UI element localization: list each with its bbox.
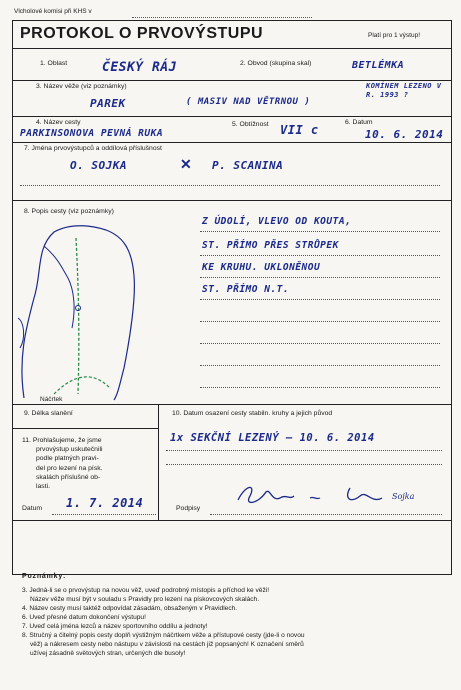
row-divider-2 — [12, 116, 452, 117]
row-divider-4 — [12, 200, 452, 201]
prvovystupce-2: P. SCANINA — [212, 159, 284, 172]
oblast-value: ČESKÝ RÁJ — [102, 60, 177, 75]
cross-mark: ✕ — [180, 156, 192, 172]
page-title: PROTOKOL O PRVOVÝSTUPU — [20, 25, 264, 42]
prohlaseni-line-3: podle platných pravi- — [36, 455, 99, 463]
popis-line-2: ST. PŘÍMO PŘES STRŮPEK — [202, 240, 339, 251]
prvovystupci-label: 7. Jména prvovýstupců a oddílová příslušnost — [24, 145, 162, 152]
obtiznost-value: VII c — [280, 123, 319, 137]
note-item: 8. Stručný a čitelný popis cesty doplň výstižným náčrtkem věže a přístupové cesty (jde-li o novou — [22, 632, 305, 639]
notes-list — [22, 586, 305, 658]
popis-dotline-7 — [200, 365, 440, 366]
popis-line-4: ST. PŘÍMO N.T. — [202, 284, 290, 295]
prohlaseni-line-5: skalách příslušné ob- — [36, 473, 101, 481]
obvod-label: 2. Obvod (skupina skal) — [240, 60, 312, 67]
row9-bottom — [12, 428, 158, 429]
datum-label: 6. Datum — [345, 119, 373, 126]
podpisy-label: Podpisy — [176, 505, 201, 512]
notes-title: Poznámky: — [22, 573, 67, 580]
copy-note: Platí pro 1 výstup! — [368, 32, 421, 39]
vez-value-2: ( MASIV NAD VĚTRNOU ) — [186, 97, 311, 107]
col-divider — [158, 404, 159, 520]
note-item: 7. Uveď celá jména lezců a název sportovního oddílu a jednoty! — [22, 623, 208, 630]
vez-value: PAREK — [90, 97, 126, 110]
sketch-label: Náčrtek — [40, 396, 63, 403]
popis-label: 8. Popis cesty (viz poznámky) — [24, 208, 114, 215]
vez-side-note: KOMÍNEM LEZENO V R. 1993 ? — [366, 82, 442, 99]
cesta-value: PARKINSONOVA PEVNÁ RUKA — [20, 128, 164, 139]
prohlaseni-text — [22, 436, 103, 491]
popis-dotline-3 — [200, 277, 440, 278]
popis-dotline-4 — [200, 299, 440, 300]
oblast-label: 1. Oblast — [40, 60, 68, 67]
datum2-dotline — [52, 514, 156, 515]
header-commission-underline — [132, 17, 312, 18]
popis-line-1: Z ÚDOLÍ, VLEVO OD KOUTA, — [202, 216, 352, 227]
route-sketch — [14, 218, 154, 406]
prohlaseni-line-1: 11. Prohlašujeme, že jsme — [22, 437, 102, 444]
row7-dotline — [20, 185, 440, 186]
note-item: věž) a nákresem cesty nebo nástupu v závislosti na cestách již popsaných! K označení směrů — [30, 641, 304, 648]
osazeni-label: 10. Datum osazení cesty stabiln. kruhy a jejich původ — [172, 410, 333, 417]
prohlaseni-line-6: lasti. — [36, 483, 50, 491]
datum2-value: 1. 7. 2014 — [66, 496, 144, 510]
osazeni-dotline-2 — [166, 464, 442, 465]
note-item: 6. Uveď přesné datum dokončení výstupu! — [22, 614, 146, 621]
obvod-value: BETLÉMKA — [352, 60, 405, 71]
header-commission-line: Vlcholové komisi při KHS v — [14, 8, 92, 15]
popis-dotline-2 — [200, 255, 440, 256]
row-divider-1 — [12, 80, 452, 81]
note-item: Název věže musí být v souladu s Pravidly pro lezení na pískovcových skalách. — [30, 596, 260, 603]
datum2-label: Datum — [22, 505, 43, 512]
popis-line-3: KE KRUHU. UKLONĚNOU — [202, 262, 321, 273]
prohlaseni-line-2: prvovýstup uskutečnili — [36, 446, 103, 454]
note-item: užívej zásadně světových stran, určených dle busoly! — [30, 650, 186, 657]
datum-value: 10. 6. 2014 — [365, 128, 444, 141]
osazeni-dotline-1 — [166, 450, 442, 451]
prohlaseni-line-4: del pro lezení na písk. — [36, 464, 103, 472]
cesta-label: 4. Název cesty — [36, 119, 81, 126]
row-divider-5 — [12, 404, 452, 405]
podpisy-dotline — [210, 514, 442, 515]
obtiznost-label: 5. Obtížnost — [232, 121, 269, 128]
note-item: 4. Název cesty musí taktéž odpovídat zásadám, obsaženým v Pravidlech. — [22, 605, 238, 612]
signature-3: Sojka — [392, 492, 415, 501]
title-divider — [12, 48, 452, 49]
popis-dotline-1 — [200, 231, 440, 232]
vez-label: 3. Název věže (viz poznámky) — [36, 83, 127, 90]
delka-label: 9. Délka slanění — [24, 410, 73, 417]
osazeni-value: 1x SEKČNÍ LEZENÝ – 10. 6. 2014 — [170, 432, 375, 444]
note-item: 3. Jedná-li se o prvovýstup na novou věž, uveď podrobný místopis a příchod ke věži! — [22, 587, 270, 594]
row-divider-3 — [12, 142, 452, 143]
popis-dotline-5 — [200, 321, 440, 322]
form-bottom-divider — [12, 520, 452, 521]
prvovystupce-1: O. SOJKA — [70, 159, 127, 172]
popis-dotline-8 — [200, 387, 440, 388]
popis-dotline-6 — [200, 343, 440, 344]
